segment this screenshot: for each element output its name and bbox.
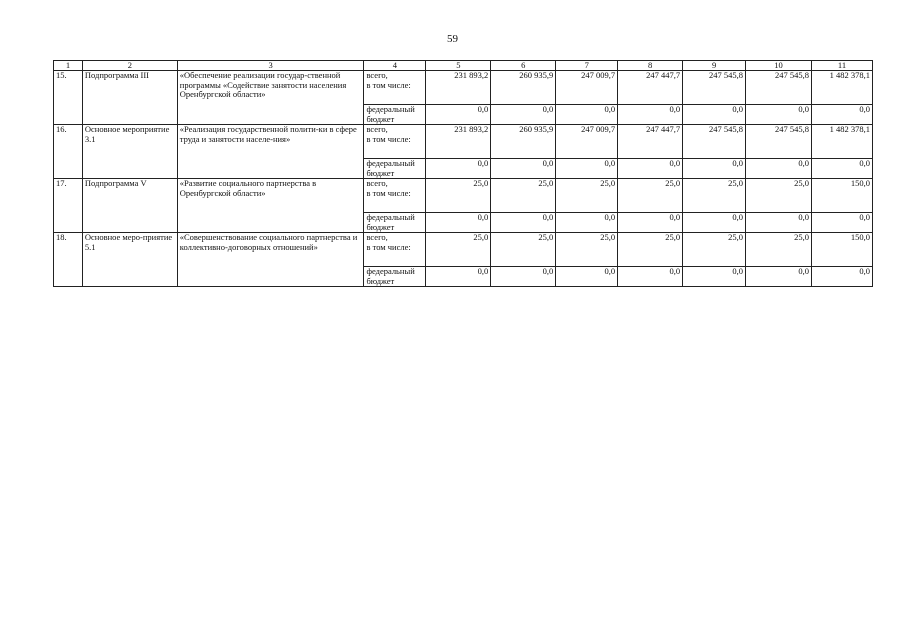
federal-value: 0,0 [426,213,491,233]
federal-value: 0,0 [683,105,746,125]
column-header: 7 [556,61,618,71]
program-description: «Обеспечение реализации государ-ственной программы «Содействие занятости населения Оренбургской области» [177,71,364,125]
federal-value: 0,0 [556,105,618,125]
total-value: 247 545,8 [746,71,812,105]
federal-label-line: федеральный [366,104,415,114]
total-value: 247 447,7 [618,125,683,159]
federal-value: 0,0 [683,267,746,287]
header-row [54,61,873,71]
federal-value: 0,0 [618,267,683,287]
total-value: 25,0 [746,179,812,213]
federal-label [364,267,426,287]
row-number: 16. [54,125,83,179]
federal-value: 0,0 [556,213,618,233]
budget-table [53,60,873,287]
total-value: 25,0 [426,233,491,267]
federal-label-line: бюджет [366,275,395,286]
federal-label-line: бюджет [366,113,395,124]
federal-value: 0,0 [618,105,683,125]
total-value: 25,0 [491,233,556,267]
table-row [54,71,873,105]
program-name: Основное мероприятие 3.1 [82,125,177,179]
federal-value: 0,0 [746,267,812,287]
total-value: 25,0 [683,233,746,267]
total-value: 25,0 [618,233,683,267]
total-label-line: в том числе: [366,241,411,252]
federal-label [364,159,426,179]
column-header: 3 [177,61,364,71]
total-value: 1 482 378,1 [812,71,873,105]
column-header: 8 [618,61,683,71]
total-value: 247 447,7 [618,71,683,105]
column-header: 10 [746,61,812,71]
row-number: 17. [54,179,83,233]
total-value: 260 935,9 [491,125,556,159]
column-header: 4 [364,61,426,71]
federal-label-line: бюджет [366,167,395,178]
total-label [364,179,426,213]
total-value: 25,0 [683,179,746,213]
column-header: 1 [54,61,83,71]
federal-label-line: бюджет [366,221,395,232]
federal-value: 0,0 [491,213,556,233]
total-value: 247 009,7 [556,71,618,105]
federal-value: 0,0 [683,159,746,179]
total-value: 247 545,8 [683,71,746,105]
total-value: 25,0 [426,179,491,213]
federal-value: 0,0 [746,213,812,233]
table-row [54,125,873,159]
total-value: 247 545,8 [683,125,746,159]
total-label-line: всего, [366,124,388,134]
program-name: Подпрограмма V [82,179,177,233]
total-label [364,125,426,159]
total-label-line: в том числе: [366,187,411,198]
total-label [364,233,426,267]
federal-value: 0,0 [491,267,556,287]
total-label-line: всего, [366,232,388,242]
total-label-line: всего, [366,70,388,80]
row-number: 18. [54,233,83,287]
total-value: 247 545,8 [746,125,812,159]
federal-value: 0,0 [491,159,556,179]
program-description: «Развитие социального партнерства в Оренбургской области» [177,179,364,233]
federal-value: 0,0 [746,159,812,179]
program-name: Основное меро-приятие 5.1 [82,233,177,287]
row-number: 15. [54,71,83,125]
federal-label [364,213,426,233]
total-value: 260 935,9 [491,71,556,105]
federal-value: 0,0 [812,159,873,179]
federal-value: 0,0 [618,213,683,233]
total-value: 25,0 [556,233,618,267]
federal-value: 0,0 [426,267,491,287]
federal-value: 0,0 [812,213,873,233]
total-value: 231 893,2 [426,71,491,105]
federal-value: 0,0 [491,105,556,125]
total-label-line: всего, [366,178,388,188]
total-value: 25,0 [746,233,812,267]
federal-label-line: федеральный [366,158,415,168]
column-header: 9 [683,61,746,71]
program-name: Подпрограмма III [82,71,177,125]
federal-value: 0,0 [556,267,618,287]
total-value: 25,0 [618,179,683,213]
federal-label [364,105,426,125]
total-value: 1 482 378,1 [812,125,873,159]
federal-value: 0,0 [812,105,873,125]
program-description: «Реализация государственной полити-ки в сфере труда и занятости населе-ния» [177,125,364,179]
federal-value: 0,0 [556,159,618,179]
program-description: «Совершенствование социального партнерства и коллективно-договорных отношений» [177,233,364,287]
total-value: 25,0 [556,179,618,213]
federal-value: 0,0 [426,105,491,125]
total-value: 150,0 [812,179,873,213]
total-label-line: в том числе: [366,133,411,144]
total-value: 150,0 [812,233,873,267]
federal-value: 0,0 [618,159,683,179]
column-header: 5 [426,61,491,71]
federal-value: 0,0 [683,213,746,233]
page-number: 59 [447,33,458,45]
total-value: 25,0 [491,179,556,213]
total-label-line: в том числе: [366,79,411,90]
column-header: 6 [491,61,556,71]
total-value: 247 009,7 [556,125,618,159]
column-header: 11 [812,61,873,71]
federal-label-line: федеральный [366,266,415,276]
total-label [364,71,426,105]
table-row [54,179,873,213]
federal-value: 0,0 [812,267,873,287]
total-value: 231 893,2 [426,125,491,159]
table-row [54,233,873,267]
federal-value: 0,0 [746,105,812,125]
federal-value: 0,0 [426,159,491,179]
column-header: 2 [82,61,177,71]
federal-label-line: федеральный [366,212,415,222]
